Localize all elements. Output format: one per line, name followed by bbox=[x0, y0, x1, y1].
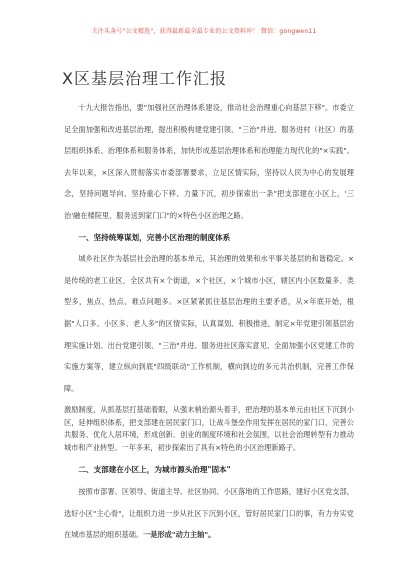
paragraph-section1-b: 激励制度，从抓基层打基础着眼，从强末梢治源头着手，把治理的基本单元由社区下沉到小区，延伸组织体系，把支部建在居民家门口，让战斗堡垒作用发挥在居民的家门口，完善公共服务、优化人居环境，形成创新、创业的制度环境和社会氛围，以社会治理转型有力推动城市和产业转型。一年多来，初步探索出了具有×特色的小区治理新路子。 bbox=[64, 405, 354, 452]
paragraph-intro: 十九大报告指出，要"加强社区治理体系建设，推动社会治理重心向基层下移"。市委立足全面加强和改进基层治理，提出积极构建党建引领、"三治"并进、服务进村（社区）的基层组织体系、治理体系和服务体系，加快形成基层治理体系和治理能力现代化的"×实践"。去年以来，×区深入贯彻落实市委部署要求，立足区情实际，坚持以人民为中心的发展理念，坚持问题导向、坚持重心下移、力量下沉，初步探索出一条"把支部建在小区上，'三治'融在楼院里、服务送到家门口"的×特色小区治理之路。 bbox=[64, 103, 354, 220]
promo-banner: 关注头条号"公文精选"，获得最新最全最专业的公文资料库！ 微信：gongwen11 bbox=[91, 28, 317, 35]
paragraph-section2-emphasis: 一是形成"动力主轴"。 bbox=[143, 530, 216, 540]
document-body bbox=[64, 97, 354, 546]
page-title: X区基层治理工作汇报 bbox=[62, 69, 227, 88]
paragraph-section2-text: 按照市部署、区领导、街道主导、社区协同、小区落地的工作思路，建好小区党支部，选好小区"主心骨"，让组织力进一步从社区下沉到小区，管好居民家门口的事，有力夯实党在城市基层的组织基础。 bbox=[64, 486, 354, 540]
section-heading-2: 二、支部建在小区上，为城市源头治理"固本" bbox=[78, 465, 231, 475]
paragraph-section2-a bbox=[64, 481, 354, 546]
section-heading-1: 一、坚持统筹谋划，完善小区治理的制度体系 bbox=[78, 232, 231, 242]
paragraph-section1-a: 城乡社区作为基层社会治理的基本单元，其治理的效果和水平事关基层的和谐稳定。×是传统的老工业区，全区共有×个街道，×个社区，×个城市小区，辖区内小区数量多、类型多，焦点、热点、难点问题多。×区紧紧抓住基层治理的主要矛盾，从×年底开始，根据"人口多、小区多、老人多"的区情实际，认真谋划、积极推进，制定×年党建引领基层治理实施计划、出台党建引领、"三治"并进、服务进社区落实意见、全面加强小区党建工作的实施方案等，建立纵向到底"四级联动"工作机制，横向到边的多元共治机制，完善工作保障。 bbox=[64, 254, 354, 393]
